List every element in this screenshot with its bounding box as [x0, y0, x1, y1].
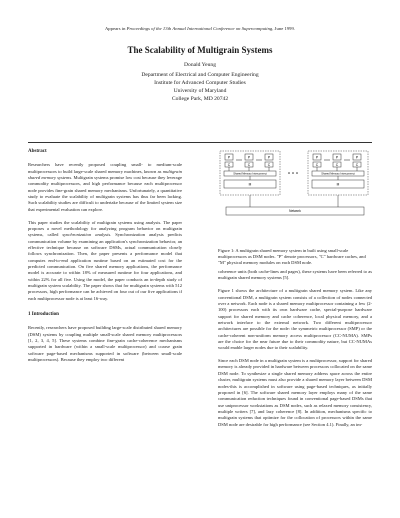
svg-text:P: P: [335, 155, 339, 160]
right-paragraph-3: Since each DSM node in a multigrain system is a multiprocessor, support for shared memory is already provided in hardware between processors collocated on the same DSM node. To synthesize a single shared memory address space across the entire cluster, multigrain systems must also provide a shared memory layer between DSM nodes-this is accomplished in software using page-based techniques, as initially proposed in [6]. The software shared memory layer employs many of the same communication reduction techniques found in conventional page-based DSMs that use uniprocessor workstations as DSM nodes, such as relaxed memory consistency, multiple writers [7], and lazy coherence [8]. In addition, mechanisms specific to multigrain systems that optimize for the collocation of processors within the same DSM node are desirable for high performance (see Section 4.1). Finally, an im-: [218, 358, 372, 427]
network-label: Network: [289, 209, 301, 214]
figure-1-caption: Figure 1: A multigrain shared memory system in built using small-scale multiprocessors as DSM nodes. "P" denote processors, "C" hardware caches, and "M" physical memory modules on each DSM node.: [218, 248, 366, 266]
left-column: [28, 149, 182, 370]
svg-text:M: M: [248, 182, 252, 187]
author-affiliation-3: University of Maryland: [173, 88, 227, 94]
intro-heading: 1 Introduction: [28, 312, 59, 318]
venue-italic: Proceedings of the 13th Annual International Conference on Supercomputing: [126, 26, 273, 31]
svg-text:Shared Memory Interconnect: Shared Memory Interconnect: [233, 172, 267, 176]
svg-text:C: C: [335, 162, 339, 167]
dsm-node-right: [308, 151, 368, 207]
author-affiliation-1: Department of Electrical and Computer Engineering: [141, 72, 259, 78]
right-column: [218, 269, 372, 434]
svg-text:P: P: [247, 155, 251, 160]
svg-text:Shared Memory Interconnect: Shared Memory Interconnect: [321, 172, 355, 176]
svg-text:C: C: [267, 162, 271, 167]
abstract-paragraph-1: Researchers have recently proposed coupling small- to medium-scale multiprocessors to build large-scale shared memory machines, known as multigrain shared memory systems. Multigrain systems promise low cost because they leverage commodity multiprocessors, and high performance because each multiprocessor node provides fine-grain shared memory mechanisms. Unfortunately, a quantitative study to evaluate the scalability of multigrain systems has thus far been lacking. Such scalability studies are difficult to undertake because of the limited system size that experimental evaluation can explore.: [28, 162, 182, 212]
intro-paragraph-1: Recently, researchers have proposed building large-scale distributed shared memory (DSM) systems by coupling multiple small-scale shared memory multiprocessors [1, 2, 3, 4, 5]. These systems combine fine-grain cache-coherence mechanisms supported in hardware (within a small-scale multiprocessor) and coarse grain software page-based mechanisms supported in software (between small-scale multiprocessors). Because they employ two different: [28, 325, 182, 363]
abstract-paragraph-2: This paper studies the scalability of multigrain systems using analysis. The paper proposes a novel methodology for analyzing program behavior on multigrain systems, called synchronization analysis. Synchronization analysis predicts communication volume by examining an application's synchronization behavior, an effective technique because on software DSMs, actual communication closely follows synchronization. Then, the paper presents a performance model that computes end-to-end application runtime based on an estimated cost for the predicted communication. On five shared memory applications, the performance model is accurate to within 18% of measured runtime for four applications, and within 22% for all five. Using the model, the paper conducts an in-depth study of multigrain system scalability. The paper shows that for multigrain systems with 512 processors, high performance can be achieved on four out of our five applications if each multiprocessor node is at least 16-way.: [28, 219, 183, 301]
svg-text:P: P: [227, 155, 231, 160]
venue-line: Appears in Proceedings of the 13th Annual International Conference on Supercomputing, June 1999.: [104, 26, 296, 31]
svg-text:M: M: [336, 182, 340, 187]
header-divider: [28, 142, 372, 143]
paper-title: The Scalability of Multigrain Systems: [127, 45, 273, 55]
svg-text:C: C: [227, 162, 231, 167]
author-affiliation-2: Institute for Advanced Computer Studies: [154, 80, 246, 86]
figure-1-diagram: [218, 147, 372, 242]
processor-group-right: [313, 154, 361, 171]
author-affiliation-4: College Park, MD 20742: [171, 96, 229, 102]
svg-text:C: C: [315, 162, 319, 167]
svg-text:P: P: [355, 155, 359, 160]
svg-text:C: C: [355, 162, 359, 167]
dsm-node-left: [220, 151, 280, 207]
abstract-heading: Abstract: [28, 149, 47, 154]
svg-text:P: P: [315, 155, 319, 160]
svg-text:P: P: [267, 155, 271, 160]
author-block: [0, 61, 400, 103]
right-paragraph-1: coherence units (both cache-lines and pages), these systems have been referred to as multigrain shared memory systems [5].: [218, 269, 372, 281]
author-name: Donald Yeung: [183, 62, 216, 68]
right-paragraph-2: Figure 1 shows the architecture of a multigrain shared memory system. Like any conventional DSM, a multigrain system consists of a collection of nodes connected over a network. Each node is a shared memory multiprocessor containing a few (2-100) processors each with its own hardware cache, special-purpose hardware support for shared memory and cache coherence, local physical memory, and a network interface to the external network. Two different multiprocessor architectures are possible for the node: the symmetric multiprocessor (SMP) or the cache-coherent non-uniform memory access multiprocessor (CC-NUMA). SMPs are the choice for the near future due to their commodity nature, but CC-NUMAs would enable larger nodes due to their scalability.: [218, 288, 372, 351]
processor-group-left: [225, 154, 273, 171]
svg-text:C: C: [247, 162, 251, 167]
